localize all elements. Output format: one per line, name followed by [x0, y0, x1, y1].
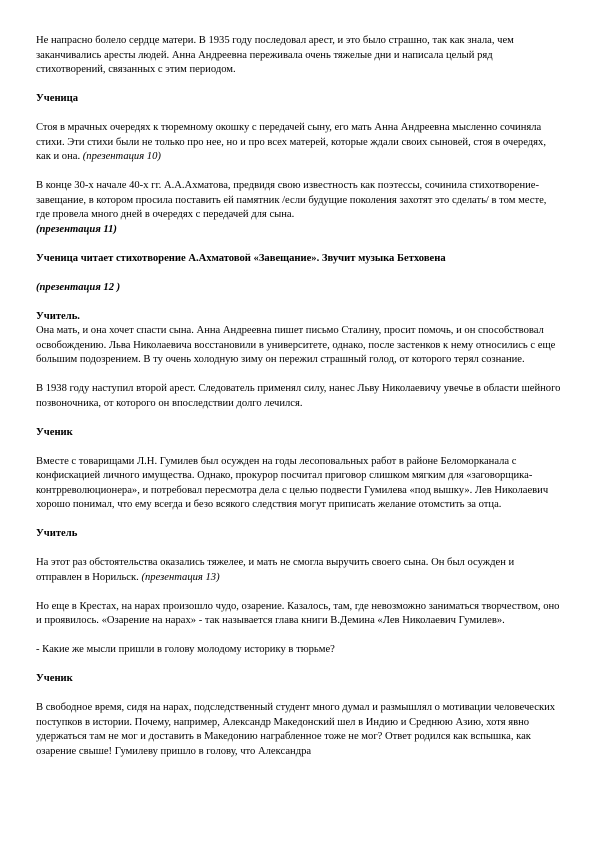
paragraph-text: На этот раз обстоятельства оказались тяжелее, и мать не смогла выручить своего сына. Он был осужден и отправлен в Норильск. — [36, 557, 515, 583]
speaker-heading: Учитель — [36, 528, 78, 539]
presentation-reference: (презентация 10) — [82, 151, 161, 162]
speaker-heading: Ученик — [36, 426, 73, 438]
document-page — [36, 34, 562, 759]
speaker-heading: Ученица — [36, 93, 79, 104]
presentation-reference: (презентация 12 ) — [36, 281, 121, 293]
presentation-reference: (презентация 11) — [36, 223, 117, 235]
paragraph: Не напрасно болело сердце матери. В 1935 году последовал арест, и это было страшно, так как знала, чем заканчивались аресты людей. Анна Андреевна переживала очень тяжелые дни и написала целый ряд стихотворений, связанных с этим периодом. — [36, 35, 514, 75]
paragraph: Но еще в Крестах, на нарах произошло чудо, озарение. Казалось, там, где невозможно заниматься творчеством, оно и проявилось. «Озарение на нарах» - так называется глава книги В.Демина «Лев Николаевич Гумилев». — [36, 600, 560, 626]
paragraph: - Какие же мысли пришли в голову молодому историку в тюрьме? — [36, 644, 335, 655]
paragraph: Она мать, и она хочет спасти сына. Анна Андреевна пишет письмо Сталину, просит помочь, и он способствовал освобождению. Льва Николаевича восстановили в университете, однако, после застенков к нему относились с еще большим подозрением. В ту очень холодную зиму он пережил страшный голод, от которого терял сознание. — [36, 325, 556, 365]
speaker-heading: Учитель. — [36, 310, 80, 322]
paragraph-text: В конце 30-х начале 40-х гг. А.А.Ахматова, предвидя свою известность как поэтессы, сочинила стихотворение-завещание, в котором просила поставить ей памятник /если будущие поколения захотят это сделать/ в том месте, где провела много дней в очередях с передачей для сына. — [36, 180, 547, 220]
paragraph: В свободное время, сидя на нарах, подследственный студент много думал и размышлял о мотивации человеческих поступков в истории. Почему, например, Александр Македонский шел в Индию и Среднюю Азию, хотя явно удержаться там не мог и доставить в Македонию награбленное тоже не мог? Ответ родился как вспышка, как озарение свыше! Гумилеву пришло в голову, что Александра — [36, 702, 556, 757]
stage-direction: Ученица читает стихотворение А.Ахматовой «Завещание». Звучит музыка Бетховена — [36, 252, 446, 264]
presentation-reference: (презентация 13) — [141, 571, 220, 583]
speaker-heading: Ученик — [36, 673, 73, 684]
paragraph-text: Стоя в мрачных очередях к тюремному окошку с передачей сыну, его мать Анна Андреевна мысленно сочиняла стихи. Эти стихи были не только про нее, но и про всех матерей, которые ждали своих сыновей, стоя в очередях, как и она. — [36, 122, 546, 162]
paragraph — [36, 179, 562, 237]
paragraph: Вместе с товарищами Л.Н. Гумилев был осужден на годы лесоповальных работ в районе Беломорканала с конфискацией личного имущества. Однако, прокурор посчитал приговор слишком мягким для «заговорщика-контрреволюционера», и потребовал пересмотра дела с целью подвести Гумилева «под вышку». Лев Николаевич хорошо понимал, что ему всегда и безо всякого следствия могут приписать желание отомстить за отца. — [36, 455, 549, 510]
paragraph — [36, 556, 562, 585]
paragraph: В 1938 году наступил второй арест. Следователь применял силу, нанес Льву Николаевичу увечье в области шейного позвоночника, от которого он впоследствии долго лечился. — [36, 383, 561, 409]
paragraph — [36, 121, 562, 165]
